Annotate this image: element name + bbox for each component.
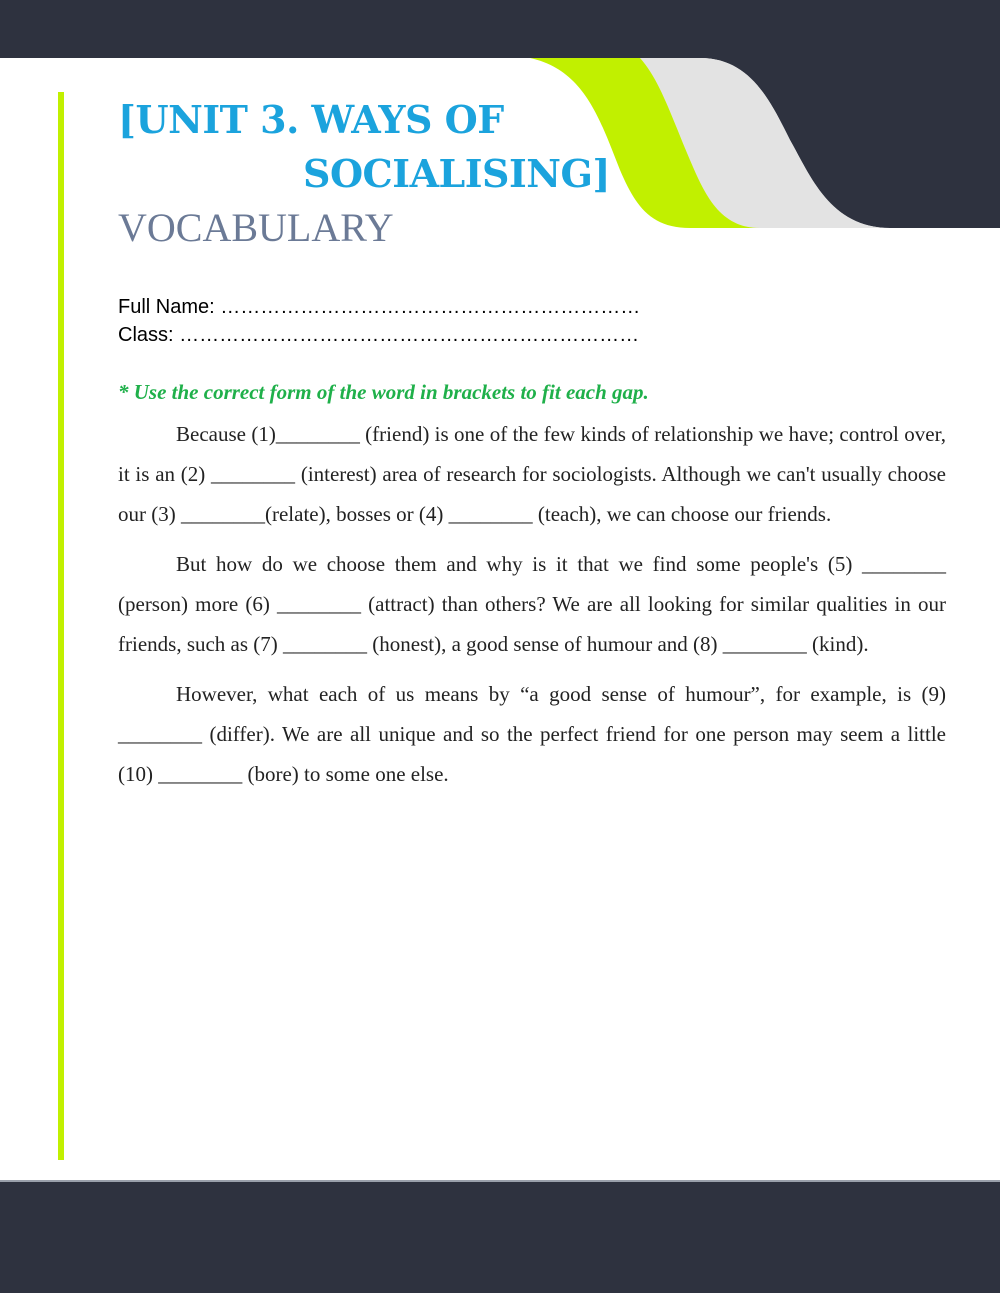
class-label: Class: (118, 324, 174, 346)
class-blank[interactable]: …………………………………………………………… (179, 324, 640, 346)
full-name-row (118, 294, 640, 320)
page-subtitle: VOCABULARY (118, 205, 394, 250)
full-name-label: Full Name: (118, 296, 215, 318)
page-title-line-1: [UNIT 3. WAYS OF (118, 97, 504, 142)
page-title-line-2: SOCIALISING] (303, 151, 610, 196)
left-accent-bar (58, 92, 64, 1160)
footer-dark-band (0, 1180, 1000, 1293)
passage-paragraph-2: But how do we choose them and why is it that we find some people's (5) ________ (person) more (6) ________ (attract) than others? We are all looking for similar qualities in our friends, such as (7) ________ (honest), a good sense of humour and (8) ________ (kind). (118, 552, 946, 656)
exercise-instruction: * Use the correct form of the word in brackets to fit each gap. (118, 380, 649, 404)
exercise-passage (118, 414, 946, 804)
full-name-blank[interactable]: ……………………………………………………… (220, 296, 641, 318)
passage-paragraph-3: However, what each of us means by “a good sense of humour”, for example, is (9) ________ (differ). We are all unique and so the perfect friend for one person may seem a little (10) ________ (bore) to some one else. (118, 682, 946, 786)
class-row (118, 322, 639, 348)
passage-paragraph-1: Because (1)________ (friend) is one of the few kinds of relationship we have; control over, it is an (2) ________ (interest) area of research for sociologists. Although we can't usually choose our (3) ________(relate), bosses or (4) ________ (teach), we can choose our friends. (118, 422, 946, 526)
